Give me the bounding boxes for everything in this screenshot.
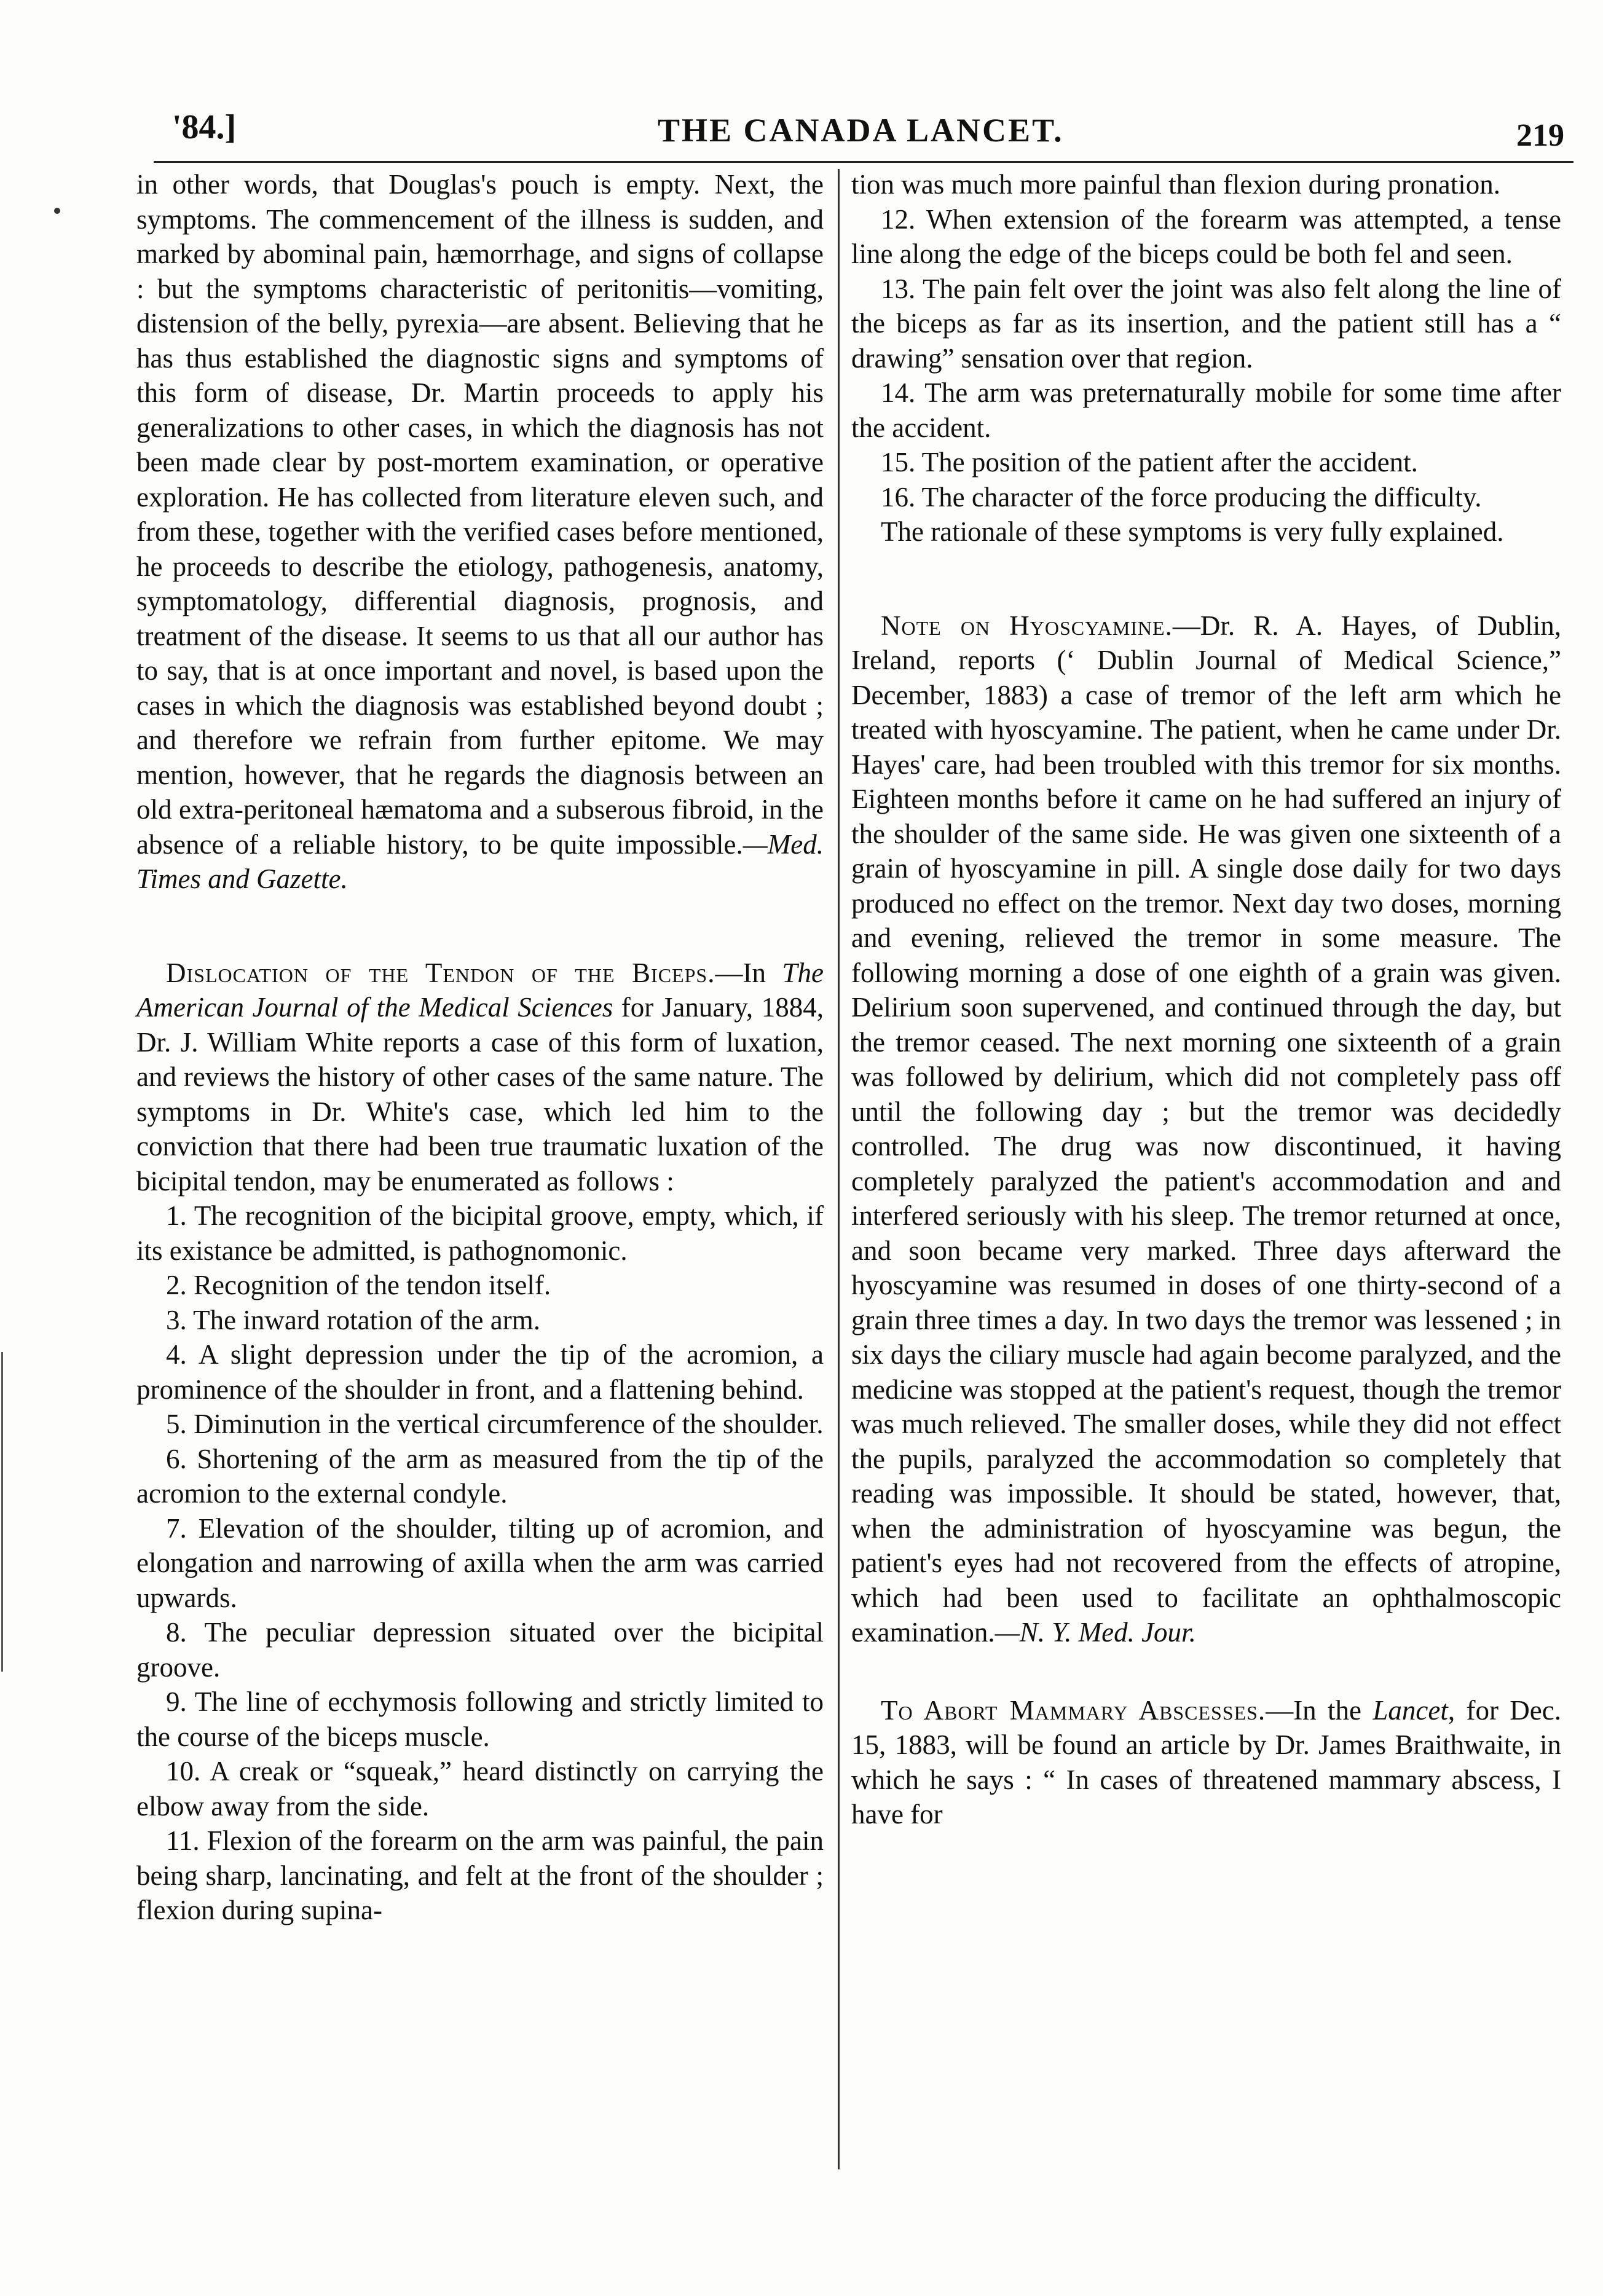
journal-title: THE CANADA LANCET. [658,112,1064,149]
symptom-item-11-continuation: tion was much more painful than flexion during pronation. [851,169,1501,200]
hyoscyamine-body: —Dr. R. A. Hayes, of Dublin, Ireland, reports (‘ Dublin Journal of Medical Science,” December, 1883) a case of tremor of the left arm which he treated with hyoscyamine. The patient, when he came under Dr. Hayes' care, had been troubled with this tremor for six months. Eighteen months before it came on he had suffered an injury of the shoulder of the same side. He was given one sixteenth of a grain of hyoscyamine in pill. A single dose daily for two days produced no effect on the tremor. Next day two doses, morning and evening, relieved the tremor in some measure. The following morning a dose of one eighth of a grain was given. Delirium soon supervened, and continued through the day, but the tremor ceased. The next morning one sixteenth of a grain was followed by delirium, which did not completely pass off until the following day ; but the tremor was decidedly controlled. The drug was now discontinued, it having completely paralyzed the patient's accommodation and and interfered seriously with his sleep. The tremor returned at once, and soon became very marked. Three days afterward the hyoscyamine was resumed in doses of one thirty-second of a grain three times a day. In two days the tremor was lessened ; in six days the ciliary muscle had again become paralyzed, and the medicine was stopped at the patient's request, though the tremor was much relieved. The smaller doses, while they did not effect the pupils, paralyzed the accommodation so completely that reading was impossible. It should be stated, however, that, when the administration of hyoscyamine was begun, the patient's eyes had not recovered from the effects of atropine, which had been used to facilitate an ophthalmoscopic examination. [851,610,1561,1648]
mammary-intro-a: —In the [1266,1694,1373,1726]
hyoscyamine-heading: Note on Hyoscyamine. [881,610,1173,641]
symptom-item-11: 11. Flexion of the forearm on the arm was painful, the pain being sharp, lancinating, and felt at the front of the shoulder ; flexion during supina- [136,1825,824,1925]
symptom-item-1: 1. The recognition of the bicipital groove, empty, which, if its existance be admitted, is pathognomonic. [136,1200,824,1266]
biceps-journal-name: The American Journal of the Medical Sciences [136,957,824,1023]
symptom-item-4: 4. A slight depression under the tip of the acromion, a prominence of the shoulder in front, and a flattening behind. [136,1339,824,1405]
symptom-item-15: 15. The position of the patient after the accident. [881,447,1418,478]
rationale-paragraph: The rationale of these symptoms is very fully explained. [881,516,1504,547]
section-gap [851,549,1561,608]
article-hyoscyamine [851,608,1561,1650]
hyoscyamine-source: —N. Y. Med. Jour. [994,1617,1196,1648]
symptom-item-8: 8. The peculiar depression situated over the bicipital groove. [136,1617,824,1683]
header-rule [154,161,1573,163]
section-gap [136,897,824,956]
column-divider [838,169,840,2169]
page-number: 219 [1516,118,1564,153]
article-biceps-intro [136,956,824,1199]
symptom-item-6: 6. Shortening of the arm as measured from the tip of the acromion to the external condyle. [136,1443,824,1509]
biceps-intro-b: for January, 1884, Dr. J. William White reports a case of this form of luxation, and reviews the history of other cases of the same nature. The symptoms in Dr. White's case, which led him to the conviction that there had been true traumatic luxation of the bicipital tendon, may be enumerated as follows : [136,992,824,1197]
martin-text: in other words, that Douglas's pouch is empty. Next, the symptoms. The commencement of the illness is sudden, and marked by abominal pain, hæmorrhage, and signs of collapse : but the symptoms characteristic of peritonitis—vomiting, distension of the belly, pyrexia—are absent. Believing that he has thus established the diagnostic signs and symptoms of this form of disease, Dr. Martin proceeds to apply his generalizations to other cases, in which the diagnosis has not been made clear by post-mortem examination, or operative exploration. He has collected from literature eleven such, and from these, together with the verified cases before mentioned, he proceeds to describe the etiology, pathogenesis, anatomy, symptomatology, differential diagnosis, prognosis, and treatment of the disease. It seems to us that all our author has to say, that is at once important and novel, is based upon the cases in which the diagnosis was established beyond doubt ; and therefore we refrain from further epitome. We may mention, however, that he regards the diagnosis between an old extra-peritoneal hæmatoma and a subserous fibroid, in the absence of a reliable history, to be quite impossible. [136,169,824,860]
symptom-item-10: 10. A creak or “squeak,” heard distinctly on carrying the elbow away from the side. [136,1756,824,1822]
mammary-journal-name: Lancet [1373,1694,1448,1726]
header-year: '84.] [172,108,237,146]
symptom-item-13: 13. The pain felt over the joint was also felt along the line of the biceps as far as its insertion, and the patient still has a “ drawing” sensation over that region. [851,273,1561,374]
symptom-item-14: 14. The arm was preternaturally mobile for some time after the accident. [851,377,1561,443]
section-gap [851,1650,1561,1693]
symptom-item-3: 3. The inward rotation of the arm. [166,1304,540,1335]
right-column [851,167,1561,1832]
symptom-item-7: 7. Elevation of the shoulder, tilting up of acromion, and elongation and narrowing of axilla when the arm was carried upwards. [136,1512,824,1613]
biceps-heading: Dislocation of the Tendon of the Biceps. [166,957,715,988]
symptom-item-9: 9. The line of ecchymosis following and strictly limited to the course of the biceps muscle. [136,1686,824,1752]
symptom-item-2: 2. Recognition of the tendon itself. [166,1270,551,1300]
mammary-intro-b: , for Dec. 15, 1883, will be found an article by Dr. James Braithwaite, in which he says : “ In cases of threatened mammary abscess, I have for [851,1694,1561,1830]
article-mammary [851,1693,1561,1832]
symptom-item-5: 5. Diminution in the vertical circumference of the shoulder. [166,1409,824,1439]
biceps-intro-a: —In [715,957,782,988]
margin-speck [54,208,60,214]
left-column [136,167,824,1928]
margin-line [1,1352,3,1672]
symptom-item-16: 16. The character of the force producing the difficulty. [881,481,1482,513]
mammary-heading: To Abort Mammary Abscesses. [881,1694,1266,1726]
article-martin-paragraph [136,167,824,897]
symptom-item-12: 12. When extension of the forearm was attempted, a tense line along the edge of the biceps could be both fel and seen. [851,203,1561,269]
martin-source: —Med. Times and Gazette. [136,828,824,894]
running-header [154,108,1573,163]
